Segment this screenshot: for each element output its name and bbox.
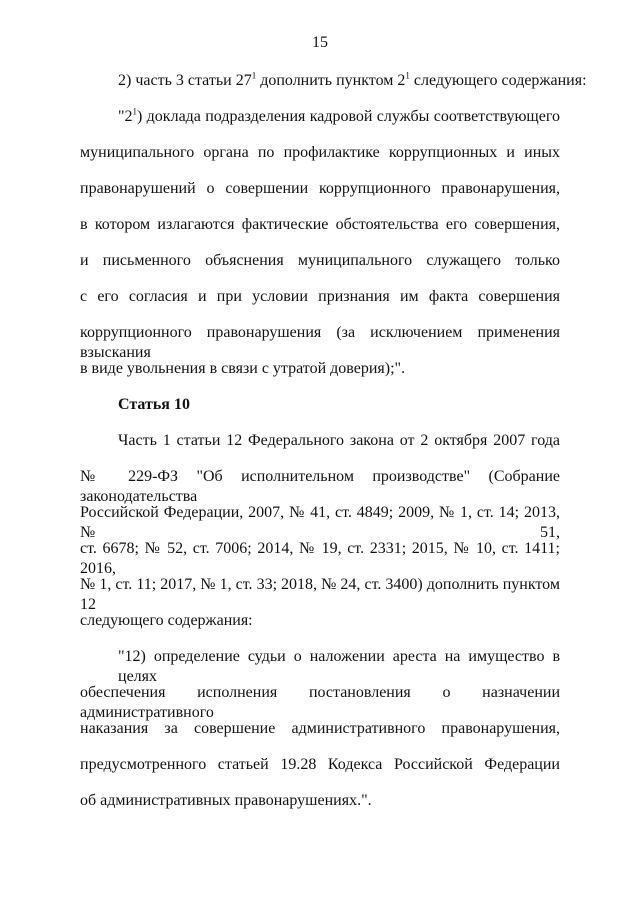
article-paragraph-1-line-2: № 229-ФЗ "Об исполнительном производстве" (Собрание законодательства	[80, 468, 560, 505]
quoted-text-line-8: в виде увольнения в связи с утратой доверия);".	[80, 360, 406, 377]
article-paragraph-2-line-5: об административных правонарушениях.".	[80, 792, 372, 809]
article-paragraph-1-line-1: Часть 1 статьи 12 Федерального закона от 2 октября 2007 года	[118, 432, 560, 449]
quoted-text-line-7: коррупционного правонарушения (за исключением применения взыскания	[80, 324, 560, 361]
quoted-text-line-1	[118, 107, 560, 127]
article-paragraph-2-line-4: предусмотренного статьей 19.28 Кодекса Российской Федерации	[80, 756, 560, 773]
article-paragraph-1-line-5: № 1, ст. 11; 2017, № 1, ст. 33; 2018, № 24, ст. 3400) дополнить пунктом 12	[80, 576, 560, 613]
article-paragraph-1-line-3: Российской Федерации, 2007, № 41, ст. 4849; 2009, № 1, ст. 14; 2013, № 51,	[80, 504, 560, 541]
superscript-1: 1	[251, 70, 257, 81]
amendment-intro-text-1: 2) часть 3 статьи 27	[118, 72, 252, 89]
article-paragraph-1-line-4: ст. 6678; № 52, ст. 7006; 2014, № 19, ст. 2331; 2015, № 10, ст. 1411; 2016,	[80, 540, 560, 577]
article-heading: Статья 10	[118, 396, 190, 413]
article-paragraph-1-line-6: следующего содержания:	[80, 612, 253, 629]
amendment-intro-line	[118, 70, 587, 91]
quoted-text-line-2: муниципального органа по профилактике коррупционных и иных	[80, 144, 560, 161]
article-paragraph-2-line-3: наказания за совершение административного правонарушения,	[80, 720, 560, 737]
article-paragraph-2-line-1: "12) определение судьи о наложении ареста на имущество в целях	[118, 648, 560, 685]
quoted-text-line-3: правонарушений о совершении коррупционного правонарушения,	[80, 180, 560, 197]
article-paragraph-2-line-2: обеспечения исполнения постановления о назначении административного	[80, 684, 560, 721]
superscript-3: 1	[132, 106, 138, 117]
amendment-intro-text-3: следующего содержания:	[409, 72, 587, 89]
page-number: 15	[312, 34, 328, 51]
quote-line-1-rest: ) доклада подразделения кадровой службы соответствующего	[137, 108, 560, 125]
amendment-intro-text-2: дополнить пунктом 2	[256, 72, 406, 89]
quoted-text-line-6: с его согласия и при условии признания им факта совершения	[80, 288, 560, 305]
quoted-text-line-4: в котором излагаются фактические обстоятельства его совершения,	[80, 216, 560, 233]
quoted-text-line-5: и письменного объяснения муниципального служащего только	[80, 252, 560, 269]
superscript-2: 1	[405, 70, 410, 81]
quote-open: "2	[118, 108, 133, 125]
